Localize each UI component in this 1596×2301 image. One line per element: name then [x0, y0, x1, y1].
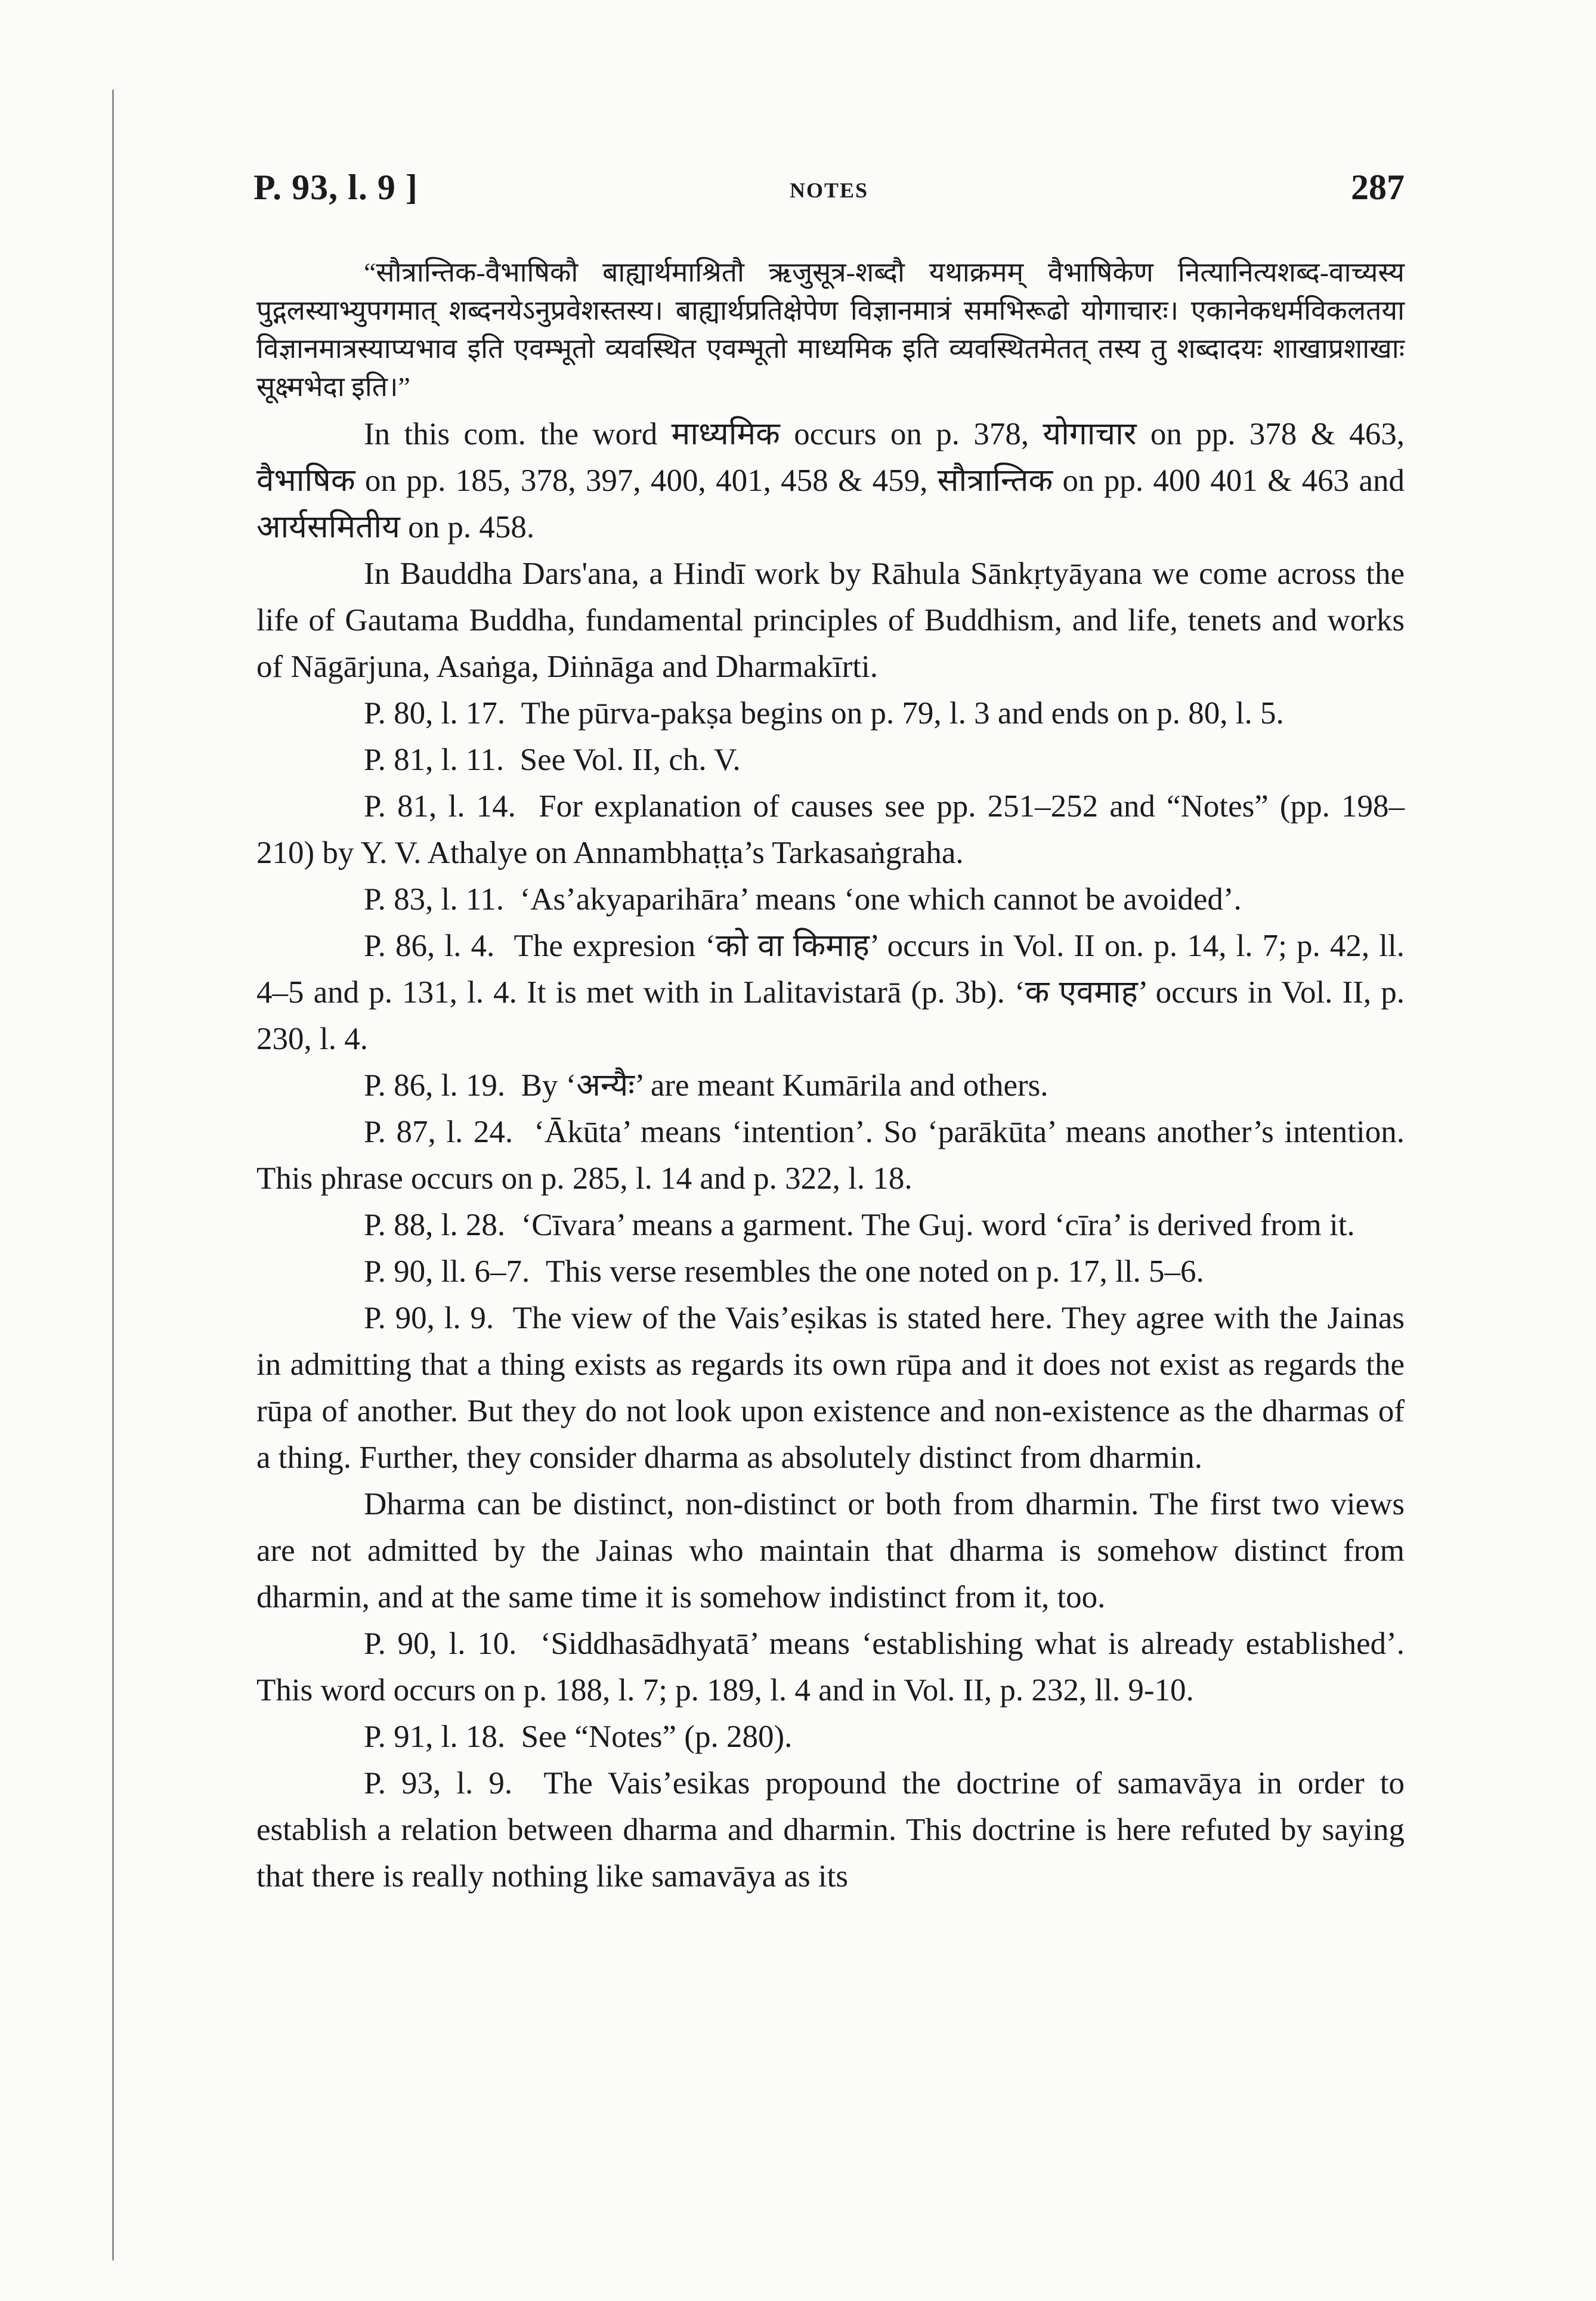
- note-ref: P. 91, l. 18.: [364, 1719, 506, 1754]
- note-text: This verse resembles the one noted on p. 17, ll. 5–6.: [545, 1254, 1204, 1289]
- note-ref: P. 86, l. 19.: [364, 1068, 506, 1103]
- note-paragraph: [256, 876, 1405, 923]
- note-ref: P. 83, l. 11.: [364, 882, 505, 917]
- note-text: See “Notes” (p. 280).: [521, 1719, 793, 1754]
- note-paragraph: [256, 1760, 1405, 1900]
- note-text: The expresion ‘को वा किमाह’ occurs in Vol. II on. p. 14, l. 7; p. 42, ll. 4–5 and p. 131, l. 4. It is met with in Lalitavistarā (p. 3b). ‘क एवमाह’ occurs in Vol. II, p. 230, l. 4.: [256, 929, 1405, 1056]
- note-ref: P. 81, l. 11.: [364, 743, 505, 777]
- note-text: In Bauddha Dars'ana, a Hindī work by Rāhula Sānkṛtyāyana we come across the life of Gautama Buddha, fundamental principles of Buddhism, and life, tenets and works of Nāgārjuna, Asaṅga, Diṅnāga and Dharmakīrti.: [256, 556, 1405, 684]
- running-header: [253, 167, 1405, 215]
- note-ref: P. 90, l. 10.: [364, 1626, 517, 1661]
- note-ref: P. 90, ll. 6–7.: [364, 1254, 530, 1289]
- header-section-ref: P. 93, l. 9 ]: [253, 168, 418, 207]
- note-ref: P. 90, l. 9.: [364, 1301, 494, 1335]
- quote-text: “सौत्रान्तिक-वैभाषिकौ बाह्यार्थमाश्रितौ ऋजुसूत्र-शब्दौ यथाक्रमम् वैभाषिकेण नित्यानित्यशब्द-वाच्यस्य पुद्गलस्याभ्युपगमात् शब्दनयेऽनुप्रवेशस्तस्य। बाह्यार्थप्रतिक्षेपेण विज्ञानमात्रं समभिरूढो योगाचारः। एकानेकधर्मविकलतया विज्ञानमात्रस्याप्यभाव इति एवम्भूतो व्यवस्थित एवम्भूतो माध्यमिक इति व्यवस्थितमेतत् तस्य तु शब्दादयः शाखाप्रशाखाः सूक्ष्मभेदा इति।”: [256, 257, 1405, 402]
- note-ref: P. 88, l. 28.: [364, 1208, 506, 1242]
- note-paragraph: [256, 1714, 1405, 1760]
- note-text: ‘Cīvara’ means a garment. The Guj. word ‘cīra’ is derived from it.: [521, 1208, 1355, 1242]
- note-text: The view of the Vais’eṣikas is stated here. They agree with the Jainas in admitting that a thing exists as regards its own rūpa and it does not exist as regards the rūpa of another. But they do not look upon existence and non-existence as the dharmas of a thing. Further, they consider dharma as absolutely distinct from dharmin.: [256, 1301, 1405, 1475]
- note-paragraph: [256, 550, 1405, 690]
- note-paragraph: [256, 783, 1405, 876]
- sanskrit-quote: [256, 253, 1405, 406]
- note-ref: P. 93, l. 9.: [364, 1766, 513, 1801]
- page-number: 287: [1351, 168, 1405, 207]
- note-text: The Vais’esikas propound the doctrine of samavāya in order to establish a relation between dharma and dharmin. This doctrine is here refuted by saying that there is really nothing like samavāya as its: [256, 1766, 1405, 1894]
- note-paragraph: [256, 1481, 1405, 1620]
- note-ref: P. 87, l. 24.: [364, 1115, 514, 1149]
- note-paragraph: [256, 923, 1405, 1062]
- note-text: Dharma can be distinct, non-distinct or both from dharmin. The first two views are not admitted by the Jainas who maintain that dharma is somehow distinct from dharmin, and at the same time it is somehow indistinct from it, too.: [256, 1487, 1405, 1615]
- note-paragraph: [256, 1062, 1405, 1109]
- note-ref: P. 81, l. 14.: [364, 789, 516, 824]
- note-text: The pūrva-pakṣa begins on p. 79, l. 3 and ends on p. 80, l. 5.: [521, 696, 1284, 731]
- note-paragraph: [256, 1295, 1405, 1481]
- note-text: For explanation of causes see pp. 251–252 and “Notes” (pp. 198–210) by Y. V. Athalye on Annambhaṭṭa’s Tarkasaṅgraha.: [256, 789, 1405, 870]
- note-text: In this com. the word माध्यमिक occurs on p. 378, योगाचार on pp. 378 & 463, वैभाषिक on pp. 185, 378, 397, 400, 401, 458 & 459, सौत्रान्तिक on pp. 400 401 & 463 and आर्यसमितीय on p. 458.: [256, 417, 1405, 545]
- note-text: By ‘अन्यैः’ are meant Kumārila and others.: [521, 1068, 1048, 1103]
- note-ref: P. 80, l. 17.: [364, 696, 506, 731]
- note-paragraph: [256, 1620, 1405, 1714]
- note-paragraph: [256, 1248, 1405, 1295]
- note-text: ‘As’akyaparihāra’ means ‘one which cannot be avoided’.: [519, 882, 1242, 917]
- page-edge-line: [112, 89, 114, 2260]
- note-text: ‘Ākūta’ means ‘intention’. So ‘parākūta’ means another’s intention. This phrase occurs on p. 285, l. 14 and p. 322, l. 18.: [256, 1115, 1405, 1196]
- note-paragraph: [256, 1109, 1405, 1202]
- note-paragraph: [256, 1202, 1405, 1248]
- page-body: [256, 253, 1405, 1900]
- note-paragraph: [256, 737, 1405, 783]
- note-text: See Vol. II, ch. V.: [519, 743, 741, 777]
- header-title: NOTES: [789, 178, 869, 202]
- note-paragraph: [256, 411, 1405, 550]
- note-text: ‘Siddhasādhyatā’ means ‘establishing what is already established’. This word occurs on p. 188, l. 7; p. 189, l. 4 and in Vol. II, p. 232, ll. 9-10.: [256, 1626, 1405, 1708]
- note-paragraph: [256, 690, 1405, 737]
- note-ref: P. 86, l. 4.: [364, 929, 495, 963]
